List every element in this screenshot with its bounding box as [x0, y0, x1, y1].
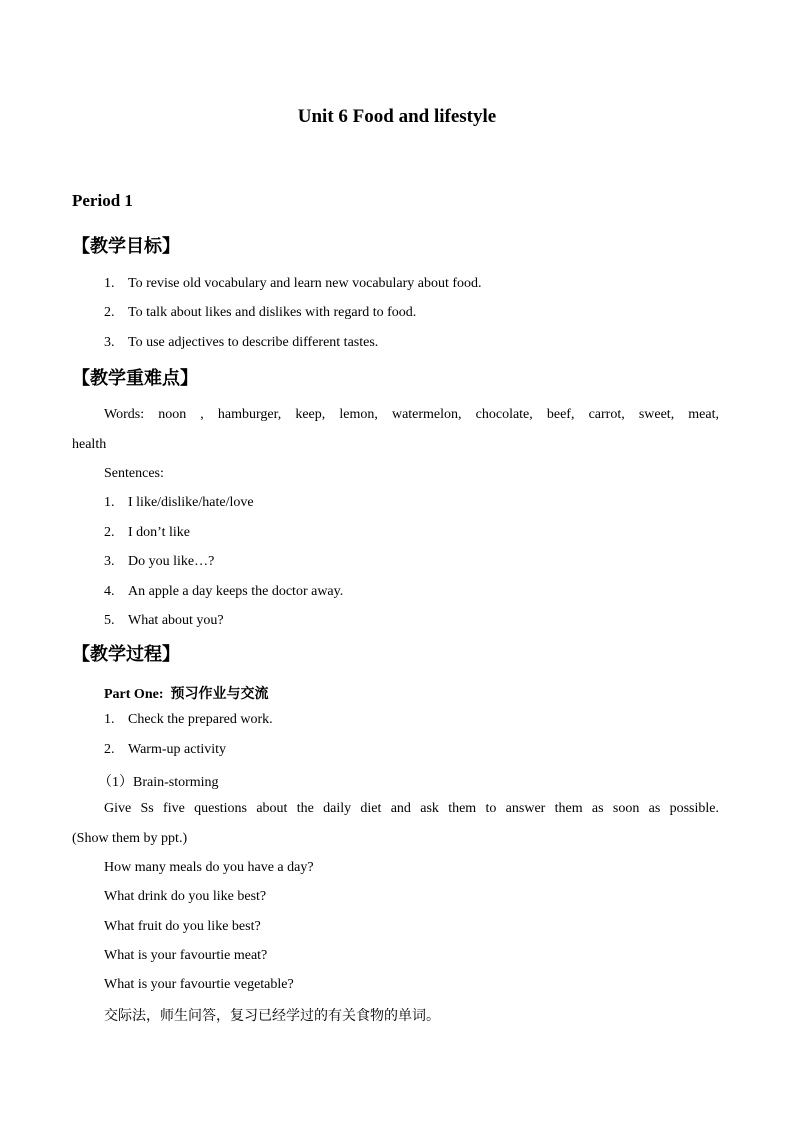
sub-step: （1）Brain-storming	[98, 775, 219, 790]
item-number: 2.	[104, 525, 115, 540]
item-text: I don’t like	[128, 525, 190, 540]
part-one-title	[104, 683, 268, 703]
item-text: To revise old vocabulary and learn new vocabulary about food.	[128, 276, 482, 291]
question-item: What fruit do you like best?	[104, 919, 261, 934]
item-text: To talk about likes and dislikes with regard to food.	[128, 305, 417, 320]
item-number: 2.	[104, 305, 115, 320]
part-one-cn: 预习作业与交流	[170, 686, 269, 702]
item-number: 3.	[104, 335, 115, 350]
sentence-item	[104, 554, 214, 570]
item-text: Warm-up activity	[128, 742, 227, 757]
objective-item	[104, 276, 482, 292]
item-number: 3.	[104, 554, 115, 569]
item-number: 2.	[104, 742, 115, 757]
process-heading: 【教学过程】	[72, 644, 180, 665]
item-number: 1.	[104, 712, 115, 727]
instruction-line: Give Ss five questions about the daily diet and ask them to answer them as soon as possible.	[104, 801, 719, 816]
sentences-label: Sentences:	[104, 466, 164, 481]
item-text: What about you?	[128, 613, 224, 628]
objectives-heading: 【教学目标】	[72, 236, 180, 257]
method-note: 交际法，师生问答，复习已经学过的有关食物的单词。	[104, 1008, 440, 1024]
item-text: Check the prepared work.	[128, 712, 273, 727]
step-item	[104, 712, 273, 728]
item-text: I like/dislike/hate/love	[128, 495, 254, 510]
item-number: 1.	[104, 276, 115, 291]
question-item: What is your favourtie vegetable?	[104, 977, 294, 992]
sentence-item	[104, 613, 224, 629]
sentence-item	[104, 525, 190, 541]
item-text: To use adjectives to describe different tastes.	[128, 335, 379, 350]
question-item: What is your favourtie meat?	[104, 948, 268, 963]
sentence-item	[104, 495, 254, 511]
item-number: 4.	[104, 584, 115, 599]
unit-title: Unit 6 Food and lifestyle	[297, 106, 497, 127]
key-points-heading: 【教学重难点】	[72, 368, 198, 389]
item-number: 1.	[104, 495, 115, 510]
item-number: 5.	[104, 613, 115, 628]
step-item	[104, 742, 226, 758]
objective-item	[104, 335, 378, 351]
words-line-continued: health	[72, 437, 107, 452]
sentence-item	[104, 584, 343, 600]
instruction-line-continued: (Show them by ppt.)	[72, 831, 188, 846]
objective-item	[104, 305, 416, 321]
words-line: Words: noon , hamburger, keep, lemon, watermelon, chocolate, beef, carrot, sweet, meat,	[104, 407, 719, 422]
item-text: An apple a day keeps the doctor away.	[128, 584, 344, 599]
question-item: How many meals do you have a day?	[104, 860, 314, 875]
item-text: Do you like…?	[128, 554, 215, 569]
question-item: What drink do you like best?	[104, 889, 267, 904]
part-one-label: Part One:	[104, 687, 164, 702]
period-label: Period 1	[72, 191, 133, 210]
